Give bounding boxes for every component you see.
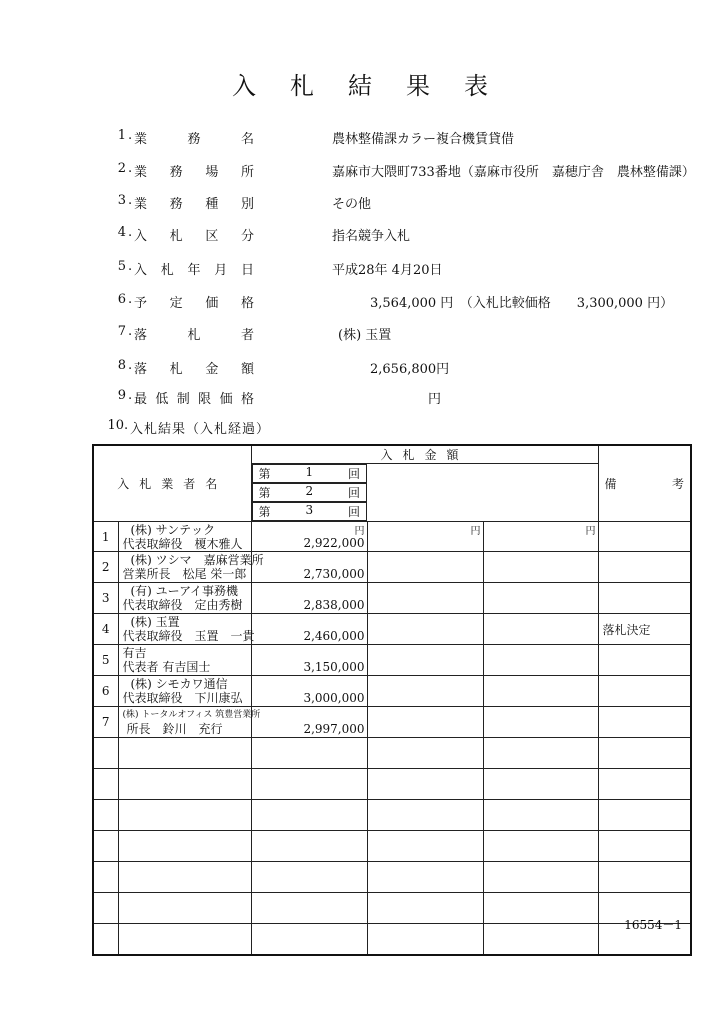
- header-round-1: 第 1 回: [252, 464, 368, 483]
- empty-row: [93, 862, 691, 893]
- bidder-number: 4: [93, 614, 118, 645]
- item-number: 5: [117, 259, 126, 274]
- item-label-gyomumei: 業 務 名: [134, 132, 254, 147]
- remarks-cell: [598, 522, 691, 552]
- bidder-number: 1: [93, 522, 118, 552]
- remarks-cell: [598, 583, 691, 614]
- item-number: 4: [117, 225, 126, 240]
- item-value: 指名競争入札: [332, 229, 411, 244]
- round-1-amount: 2,730,000: [251, 552, 367, 583]
- table-row: [93, 614, 691, 645]
- bidder-name: (株) サンテック 代表取締役 榎木雅人: [118, 522, 251, 552]
- header-round-2: 第 2 回: [252, 483, 368, 502]
- item-number: 2: [117, 161, 126, 176]
- round-2-amount: 円: [367, 522, 483, 552]
- remarks-cell: 落札決定: [598, 614, 691, 645]
- round-3-amount: [483, 614, 598, 645]
- bidder-name: (有) ユーアイ事務機 代表取締役 定由秀樹: [118, 583, 251, 614]
- item-value: その他: [332, 197, 372, 212]
- item-number: 7: [117, 324, 126, 339]
- item-value: 平成28年 4月20日: [332, 263, 443, 278]
- item-number: 6: [117, 292, 126, 307]
- table-row: [93, 645, 691, 676]
- header-round-3: 第 3 回: [252, 502, 368, 521]
- bidder-name: (株) シモカワ通信 代表取締役 下川康弘: [118, 676, 251, 707]
- item-label-yoteikakaku: 予 定 価 格: [134, 296, 254, 311]
- round-3-amount: [483, 645, 598, 676]
- bidder-name: (株) 玉置 代表取締役 玉置 一貴: [118, 614, 251, 645]
- bidder-name: (株) トータルオフィス 筑豊営業所 所長 鈴川 充行: [118, 707, 251, 738]
- item-number: 9: [117, 388, 126, 403]
- item-label-nyusatsunengappi: 入 札 年 月 日: [134, 263, 254, 278]
- remarks-cell: [598, 645, 691, 676]
- header-bidder-name: 入札業者名: [93, 445, 251, 522]
- item-number: 3: [117, 193, 126, 208]
- document-number: 16554－1: [624, 918, 682, 932]
- item-label-rakusatsukingaku: 落 札 金 額: [134, 362, 254, 377]
- item-label-nyusatsukekka: 入札結果（入札経過）: [130, 422, 271, 437]
- empty-row: [93, 924, 691, 955]
- remarks-cell: [598, 552, 691, 583]
- empty-row: [93, 800, 691, 831]
- item-value: 嘉麻市大隈町733番地（嘉麻市役所 嘉穂庁舎 農林整備課）: [332, 165, 695, 180]
- round-2-amount: [367, 552, 483, 583]
- round-3-amount: [483, 583, 598, 614]
- item-label-gyomubasho: 業 務 場 所: [134, 165, 254, 180]
- empty-row: [93, 769, 691, 800]
- round-3-amount: [483, 676, 598, 707]
- item-label-gyomushubetsu: 業 務 種 別: [134, 197, 254, 212]
- item-label-rakusatsusha: 落 札 者: [134, 328, 254, 343]
- bidder-name: 有吉 代表者 有吉国士: [118, 645, 251, 676]
- table-row: [93, 583, 691, 614]
- document-title: 入札結果表: [232, 72, 522, 100]
- item-value: 2,656,800円: [370, 362, 450, 377]
- item-value: (株) 玉置: [338, 328, 392, 343]
- bidder-name: (株) ツシマ 嘉麻営業所 営業所長 松尾 栄一郎: [118, 552, 251, 583]
- item-number: 8: [117, 358, 126, 373]
- round-2-amount: [367, 583, 483, 614]
- item-label-nyusatsukubun: 入 札 区 分: [134, 229, 254, 244]
- bidder-number: 7: [93, 707, 118, 738]
- round-3-amount: 円: [483, 522, 598, 552]
- round-3-amount: [483, 707, 598, 738]
- item-label-saiteiseigenkakaku: 最 低 制 限 価 格: [134, 392, 254, 407]
- item-number: 10: [107, 418, 124, 433]
- round-3-amount: [483, 552, 598, 583]
- round-1-amount: 2,460,000: [251, 614, 367, 645]
- table-row: [93, 552, 691, 583]
- item-value: 円: [428, 392, 442, 407]
- table-header-row: [93, 445, 691, 464]
- round-2-amount: [367, 645, 483, 676]
- round-2-amount: [367, 614, 483, 645]
- round-1-amount: 3,000,000: [251, 676, 367, 707]
- item-number: 1: [117, 128, 126, 143]
- bidder-number: 3: [93, 583, 118, 614]
- item-value: 3,564,000 円 （入札比較価格 3,300,000 円）: [370, 296, 674, 311]
- round-1-amount: 円 2,922,000: [251, 522, 367, 552]
- bidder-number: 6: [93, 676, 118, 707]
- round-1-amount: 2,838,000: [251, 583, 367, 614]
- empty-row: [93, 893, 691, 924]
- header-bid-amount: 入札金額: [251, 445, 598, 464]
- table-row: [93, 522, 691, 552]
- item-value: 農林整備課カラー複合機賃貸借: [332, 132, 515, 147]
- empty-row: [93, 738, 691, 769]
- header-remarks: 備考: [598, 445, 691, 522]
- remarks-cell: [598, 707, 691, 738]
- round-2-amount: [367, 707, 483, 738]
- bidder-number: 5: [93, 645, 118, 676]
- empty-row: [93, 831, 691, 862]
- bidder-number: 2: [93, 552, 118, 583]
- round-2-amount: [367, 676, 483, 707]
- table-row: [93, 676, 691, 707]
- remarks-cell: [598, 676, 691, 707]
- table-row: [93, 707, 691, 738]
- round-1-amount: 2,997,000: [251, 707, 367, 738]
- round-1-amount: 3,150,000: [251, 645, 367, 676]
- bid-results-table: [92, 444, 692, 956]
